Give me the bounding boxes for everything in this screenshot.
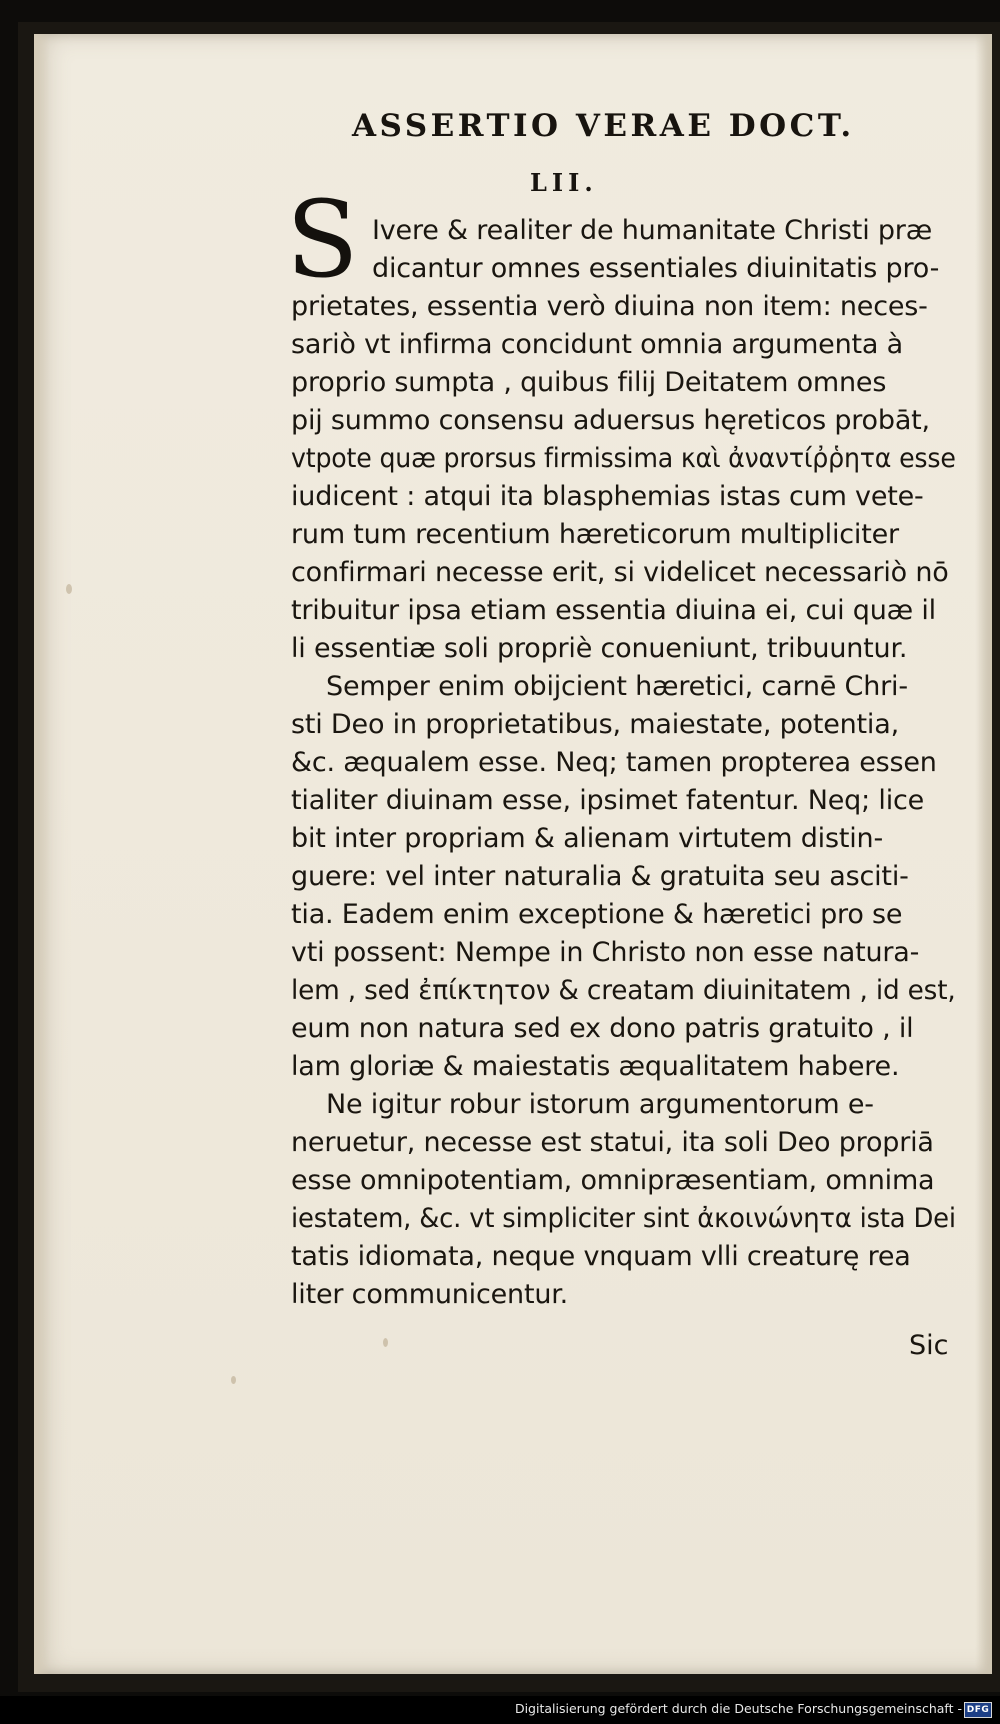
text-line: pij summo consensu aduersus hęreticos probāt, (291, 405, 930, 436)
text-line: li essentiæ soli propriè conueniunt, tribuuntur. (291, 633, 908, 664)
text-line: dicantur omnes essentiales diuinitatis pro- (372, 253, 940, 284)
text-line: sti Deo in proprietatibus, maiestate, potentia, (291, 709, 899, 740)
text-line: iestatem, &c. vt simpliciter sint ἀκοινώνητα ista Dei (291, 1203, 956, 1234)
page-gutter-shade (34, 34, 50, 1674)
text-line: lem , sed ἐπίκτητον & creatam diuinitatem , id est, (291, 975, 956, 1006)
text-line: &c. æqualem esse. Neq; tamen propterea essen (291, 747, 937, 778)
text-line: vtpote quæ prorsus firmissima καὶ ἀναντίῤῥητα esse (291, 443, 956, 474)
text-line: eum non natura sed ex dono patris gratuito , il (291, 1013, 914, 1044)
text-line: Ne igitur robur istorum argumentorum e- (326, 1089, 874, 1120)
text-line: Semper enim obijcient hæretici, carnē Chri- (326, 671, 908, 702)
text-line: liter communicentur. (291, 1279, 569, 1310)
text-line: sariò vt infirma concidunt omnia argumenta à (291, 329, 903, 360)
funding-credit: Digitalisierung gefördert durch die Deutsche Forschungsgemeinschaft - (514, 1701, 962, 1716)
text-line: proprio sumpta , quibus filij Deitatem omnes (291, 367, 887, 398)
running-head: ASSERTIO VERAE DOCT. (352, 108, 855, 144)
text-line: vti possent: Nempe in Christo non esse natura- (291, 937, 920, 968)
text-line: iudicent : atqui ita blasphemias istas cum vete- (291, 481, 924, 512)
text-line: prietates, essentia verò diuina non item: neces- (291, 291, 928, 322)
text-line: tia. Eadem enim exceptione & hæretici pro se (291, 899, 903, 930)
ink-speck (66, 584, 72, 594)
page-fore-edge (975, 34, 992, 1674)
text-line: lam gloriæ & maiestatis æqualitatem habere. (291, 1051, 900, 1082)
ink-speck (231, 1376, 236, 1384)
text-line: confirmari necesse erit, si videlicet necessariò nō (291, 557, 949, 588)
drop-cap-initial: S (286, 178, 359, 301)
text-line: rum tum recentium hæreticorum multipliciter (291, 519, 899, 550)
text-line: bit inter propriam & alienam virtutem distin- (291, 823, 883, 854)
text-line: tatis idiomata, neque vnquam vlli creaturę rea (291, 1241, 911, 1272)
text-line: esse omnipotentiam, omnipræsentiam, omnima (291, 1165, 935, 1196)
ink-speck (383, 1338, 388, 1347)
section-number: LII. (530, 168, 598, 197)
text-line: tribuitur ipsa etiam essentia diuina ei, cui quæ il (291, 595, 936, 626)
text-line: Ivere & realiter de humanitate Christi præ (372, 215, 933, 246)
text-line: guere: vel inter naturalia & gratuita seu asciti- (291, 861, 909, 892)
dfg-logo-icon: DFG (964, 1702, 992, 1718)
catchword: Sic (909, 1330, 949, 1361)
text-line: neruetur, necesse est statui, ita soli Deo propriā (291, 1127, 934, 1158)
text-line: tialiter diuinam esse, ipsimet fatentur. Neq; lice (291, 785, 925, 816)
